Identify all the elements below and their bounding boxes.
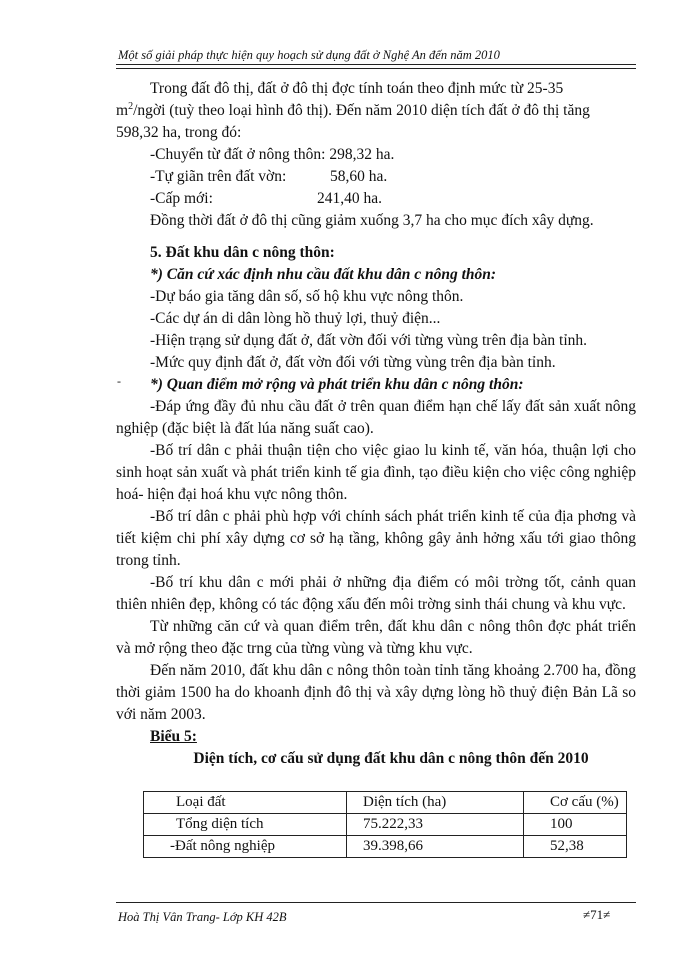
basis-item-4: -Mức quy định đất ở, đất vờn đối với từng vùng trên địa bàn tỉnh.: [150, 354, 556, 371]
cell-land-type: Tổng diện tích: [144, 814, 347, 836]
body-text: [116, 78, 636, 770]
header-land-type: Loại đất: [144, 792, 347, 814]
header-rule-thin: [116, 68, 636, 69]
running-header: Một số giải pháp thực hiện quy hoạch sử dụng đất ở Nghệ An đến năm 2010: [118, 48, 500, 62]
cell-area: 75.222,33: [347, 814, 524, 836]
paragraph-4: Đến năm 2010, đất khu dân c nông thôn toàn tỉnh tăng khoảng 2.700 ha, đồng thời giảm 1500 ha do khoanh định đô thị và xây dựng lòng hồ thuỷ điện Bản Lã so với năm 2003.: [116, 662, 636, 723]
paragraph-1-line-2-rest: /ngời (tuỳ theo loại hình đô thị). Đến năm 2010 diện tích đất ở đô thị tăng: [133, 102, 590, 119]
unit-m: m: [116, 102, 129, 119]
paragraph-1-line-2: [116, 100, 636, 122]
footer-rule: [116, 902, 636, 903]
list-item-2: [116, 166, 636, 188]
table-label: Biểu 5:: [150, 728, 197, 745]
paragraph-1-line-3: 598,32 ha, trong đó:: [116, 124, 242, 141]
subheading-basis: *) Căn cứ xác định nhu cầu đất khu dân c nông thôn:: [150, 266, 497, 283]
viewpoint-item-3: -Bố trí dân c phải phù hợp với chính sách phát triển kinh tế của địa phơng và tiết kiệm chi phí xây dựng cơ sở hạ tầng, không gây ảnh hởng xấu tới giao thông trong tỉnh.: [116, 508, 636, 569]
subheading-viewpoint: *) Quan điểm mở rộng và phát triển khu dân c nông thôn:: [150, 376, 524, 393]
viewpoint-item-1: -Đáp ứng đầy đủ nhu cầu đất ở trên quan điểm hạn chế lấy đất sản xuất nông nghiệp (đặc biệt là đất lúa năng suất cao).: [116, 398, 636, 437]
header-rule-thick: [116, 64, 636, 65]
header-structure: Cơ cấu (%): [524, 792, 627, 814]
list-item-3: [116, 188, 636, 210]
table-row: [144, 836, 627, 858]
table-title: Diện tích, cơ cấu sử dụng đất khu dân c nông thôn đến 2010: [193, 750, 589, 767]
list-item-2-value: 58,60 ha.: [330, 168, 388, 185]
paragraph-2: Đồng thời đất ở đô thị cũng giảm xuống 3,7 ha cho mục đích xây dựng.: [150, 212, 594, 229]
cell-structure: 52,38: [524, 836, 627, 858]
list-item-2-label: -Tự giãn trên đất vờn:: [150, 168, 287, 185]
basis-item-3: -Hiện trạng sử dụng đất ở, đất vờn đối với từng vùng trên địa bàn tỉnh.: [150, 332, 588, 349]
cell-land-type: -Đất nông nghiệp: [144, 836, 347, 858]
table-header-row: [144, 792, 627, 814]
paragraph-1-line-1: Trong đất đô thị, đất ở đô thị đợc tính toán theo định mức từ 25-35: [150, 80, 564, 97]
list-item-3-label: -Cấp mới:: [150, 190, 213, 207]
list-item-1: -Chuyển từ đất ở nông thôn: 298,32 ha.: [150, 146, 395, 163]
cell-area: 39.398,66: [347, 836, 524, 858]
header-area: Diện tích (ha): [347, 792, 524, 814]
viewpoint-item-2: -Bố trí dân c phải thuận tiện cho việc giao lu kinh tế, văn hóa, thuận lợi cho sinh hoạt sản xuất và phát triển kinh tế gia đình, tạo điều kiện cho việc công nghiệp hoá- hiện đại hoá khu vực nông thôn.: [116, 442, 636, 503]
cell-structure: 100: [524, 814, 627, 836]
paragraph-3: Từ những căn cứ và quan điểm trên, đất khu dân c nông thôn đợc phát triển và mở rộng theo đặc trng của từng vùng và từng khu vực.: [116, 618, 636, 657]
table-row: [144, 814, 627, 836]
superscript-2: 2: [128, 100, 134, 112]
land-use-table: [143, 791, 627, 858]
running-footer: Hoà Thị Vân Trang- Lớp KH 42B: [118, 910, 287, 924]
section-heading-5: 5. Đất khu dân c nông thôn:: [150, 244, 335, 261]
viewpoint-item-4: -Bố trí khu dân c mới phải ở những địa điểm có môi trờng tốt, cảnh quan thiên nhiên đẹp, không có tác động xấu đến môi trờng sinh thái chung và khu vực.: [116, 574, 636, 613]
page-number: ≠71≠: [583, 907, 611, 922]
basis-item-1: -Dự báo gia tăng dân số, số hộ khu vực nông thôn.: [150, 288, 464, 305]
basis-item-2: -Các dự án di dân lòng hồ thuỷ lợi, thuỷ điện...: [150, 310, 441, 327]
margin-dash: -: [117, 374, 121, 388]
list-item-3-value: 241,40 ha.: [317, 190, 383, 207]
